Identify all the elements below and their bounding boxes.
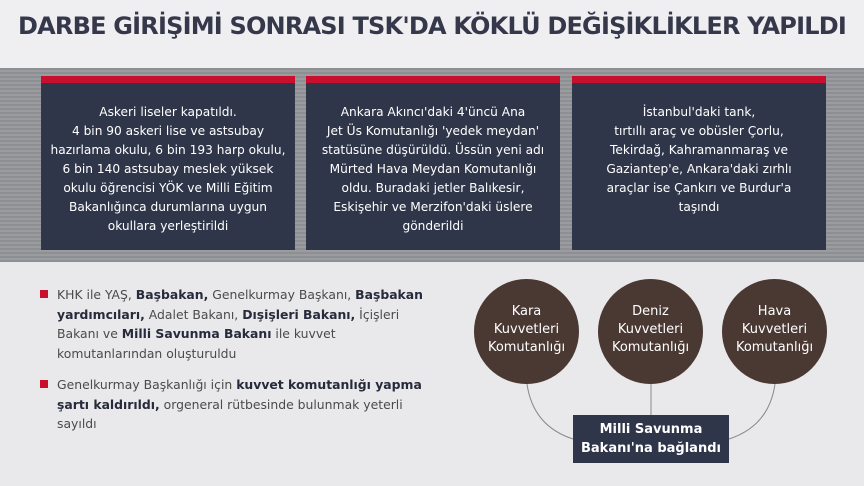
card-line: Eskişehir ve Merzifon'daki üslere bbox=[333, 200, 533, 214]
bullet-segment-bold: Milli Savunma Bakanı bbox=[121, 326, 272, 341]
bullet-segment-bold: kuvvet komutanlığı yapma şartı kaldırıldı, bbox=[57, 377, 422, 412]
circle-line: Komutanlığı bbox=[487, 340, 566, 355]
circle-line: Kuvvetleri bbox=[493, 322, 560, 337]
connector-left bbox=[527, 384, 573, 439]
card-line: gönderildi bbox=[402, 219, 464, 233]
card-line: Tekirdağ, Kahramanmaraş ve bbox=[609, 143, 789, 157]
circle-text bbox=[474, 303, 579, 357]
card-line: oldu. Buradaki jetler Balıkesir, bbox=[341, 181, 525, 195]
bullet-segment: İçişleri Bakanı ve bbox=[57, 306, 400, 341]
card-line: okulu öğrencisi YÖK ve Milli Eğitim bbox=[63, 181, 273, 195]
circle-line: Kuvvetleri bbox=[741, 322, 808, 337]
bullet-segment-bold: Başbakan yardımcıları, bbox=[57, 287, 423, 322]
bullet-segment: KHK ile YAŞ, bbox=[57, 287, 136, 302]
card-line: 4 bin 90 askeri lise ve astsubay bbox=[71, 124, 265, 138]
bullet-segment-bold: Başbakan, bbox=[135, 287, 209, 302]
circle-text bbox=[598, 303, 703, 357]
circle-line: Komutanlığı bbox=[611, 340, 690, 355]
bullet-segment: orgeneral rütbesinde bulunmak yeterli sayıldı bbox=[57, 396, 403, 431]
circle-text bbox=[722, 303, 827, 357]
card-line: Jet Üs Komutanlığı 'yedek meydan' bbox=[326, 124, 540, 138]
card-line: Mürted Hava Meydan Komutanlığı bbox=[329, 162, 537, 176]
page-title: DARBE GİRİŞİMİ SONRASI TSK'DA KÖKLÜ DEĞİŞİKLİKLER YAPILDI bbox=[18, 12, 846, 40]
card-line: araçlar ise Çankırı ve Burdur'a bbox=[606, 181, 792, 195]
bullet-segment-bold: Dışişleri Bakanı, bbox=[242, 306, 356, 322]
card-line: İstanbul'daki tank, bbox=[642, 105, 756, 119]
circle-line: Hava bbox=[757, 304, 792, 319]
circle-air-forces bbox=[722, 279, 827, 384]
ministry-line: Bakanı'na bağlandı bbox=[581, 441, 721, 456]
bullet-segment: Adalet Bakanı, bbox=[144, 306, 243, 322]
card-line: 6 bin 140 astsubay meslek yüksek bbox=[62, 162, 274, 176]
card-line: taşındı bbox=[678, 200, 720, 214]
circle-line: Kara bbox=[511, 304, 542, 319]
card-line: Askeri liseler kapatıldı. bbox=[99, 105, 237, 119]
card-line: Bakanlığınca durumlarına uygun bbox=[68, 200, 268, 214]
circle-line: Deniz bbox=[632, 304, 669, 319]
card-line: Gaziantep'e, Ankara'daki zırhlı bbox=[606, 162, 792, 176]
circle-line: Komutanlığı bbox=[735, 340, 814, 355]
bullet-segment: ile kuvvet komutanlarından oluşturuldu bbox=[57, 326, 336, 361]
ministry-box bbox=[573, 415, 729, 463]
bullet-segment: Genelkurmay Başkanı, bbox=[208, 287, 356, 302]
card-line: Ankara Akıncı'daki 4'üncü Ana bbox=[340, 105, 526, 119]
card-line: okullara yerleştirildi bbox=[107, 219, 229, 233]
ministry-line: Milli Savunma bbox=[599, 422, 703, 437]
circle-land-forces bbox=[474, 279, 579, 384]
circle-line: Kuvvetleri bbox=[617, 322, 684, 337]
connector-right bbox=[729, 384, 775, 439]
card-line: statüsüne düşürüldü. Üssün yeni adı bbox=[321, 143, 545, 157]
card-line: tırtıllı araç ve obüsler Çorlu, bbox=[614, 124, 784, 138]
card-line: hazırlama okulu, 6 bin 193 harp okulu, bbox=[50, 143, 286, 157]
circle-naval-forces bbox=[598, 279, 703, 384]
bullet-segment: Genelkurmay Başkanlığı için bbox=[57, 377, 237, 392]
